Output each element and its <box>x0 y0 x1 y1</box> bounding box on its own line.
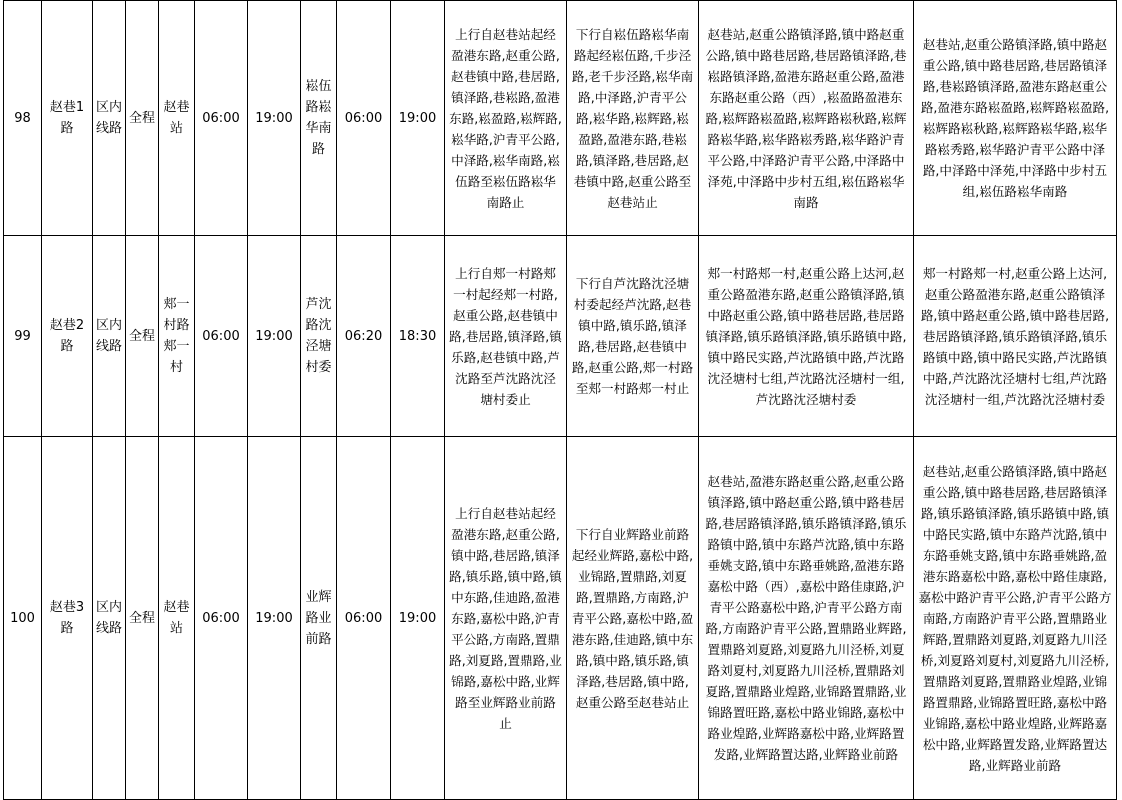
down-stops-list: 赵巷站,赵重公路镇泽路,镇中路赵重公路,镇中路巷居路,巷居路镇泽路,镇乐路镇泽路,镇乐路镇中路,镇中路民实路,镇中东路芦沈路,镇中东路垂姚支路,镇中东路垂姚路,盈港东路嘉松中路,嘉松中路佳康路,嘉松中路沪青平公路,沪青平公路方南路,方南路沪青平公路,置鼎路业辉路,置鼎路刘夏路,刘夏路九川泾桥,刘夏路刘夏村,刘夏路九川泾桥,置鼎路刘夏路,置鼎路业煌路,业锦路置鼎路,业锦路置旺路,嘉松中路业锦路,嘉松中路业煌路,业辉路嘉松中路,业辉路置发路,业辉路置达路,业辉路业前路 <box>914 437 1117 800</box>
table-row <box>4 1 1117 236</box>
route-type: 区内线路 <box>93 236 126 437</box>
route-number: 100 <box>4 437 42 800</box>
route-range: 全程 <box>126 437 159 800</box>
route-range: 全程 <box>126 1 159 236</box>
down-route-description: 下行自芦沈路沈泾塘村委起经芦沈路,赵巷镇中路,镇乐路,镇泽路,巷居路,赵巷镇中路,赵重公路,郏一村路至郏一村路郏一村止 <box>567 236 699 437</box>
up-route-description: 上行自赵巷站起经盈港东路,赵重公路,镇中路,巷居路,镇泽路,镇乐路,镇中路,镇中东路,佳迪路,盈港东路,嘉松中路,沪青平公路,方南路,置鼎路,刘夏路,置鼎路,业锦路,嘉松中路,业辉路至业辉路业前路止 <box>445 437 567 800</box>
route-name: 赵巷2路 <box>42 236 93 437</box>
end-first-bus: 06:20 <box>337 236 391 437</box>
end-last-bus: 19:00 <box>391 437 445 800</box>
down-stops-list: 赵巷站,赵重公路镇泽路,镇中路赵重公路,镇中路巷居路,巷居路镇泽路,巷崧路镇泽路,盈港东路赵重公路,盈港东路崧盈路,崧辉路崧盈路,崧辉路崧秋路,崧辉路崧华路,崧华路崧秀路,崧华路沪青平公路中泽路,中泽路中泽苑,中泽路中步村五组,崧伍路崧华南路 <box>914 1 1117 236</box>
table-row <box>4 236 1117 437</box>
table-row <box>4 437 1117 800</box>
start-last-bus: 19:00 <box>248 236 301 437</box>
bus-route-table <box>3 0 1117 800</box>
start-stop: 赵巷站 <box>159 1 195 236</box>
route-name: 赵巷1路 <box>42 1 93 236</box>
end-first-bus: 06:00 <box>337 1 391 236</box>
start-first-bus: 06:00 <box>195 236 248 437</box>
end-stop: 业辉路业前路 <box>301 437 337 800</box>
down-route-description: 下行自崧伍路崧华南路起经崧伍路,千步泾路,老千步泾路,崧华南路,中泽路,沪青平公路,崧华路,崧辉路,崧盈路,盈港东路,巷崧路,镇泽路,巷居路,赵巷镇中路,赵重公路至赵巷站止 <box>567 1 699 236</box>
end-stop: 崧伍路崧华南路 <box>301 1 337 236</box>
route-type: 区内线路 <box>93 1 126 236</box>
route-number: 99 <box>4 236 42 437</box>
route-range: 全程 <box>126 236 159 437</box>
route-number: 98 <box>4 1 42 236</box>
route-type: 区内线路 <box>93 437 126 800</box>
up-route-description: 上行自郏一村路郏一村起经郏一村路,赵重公路,赵巷镇中路,巷居路,镇泽路,镇乐路,赵巷镇中路,芦沈路至芦沈路沈泾塘村委止 <box>445 236 567 437</box>
end-last-bus: 18:30 <box>391 236 445 437</box>
up-stops-list: 郏一村路郏一村,赵重公路上达河,赵重公路盈港东路,赵重公路镇泽路,镇中路赵重公路,镇中路巷居路,巷居路镇泽路,镇乐路镇泽路,镇乐路镇中路,镇中路民实路,芦沈路镇中路,芦沈路沈泾塘村七组,芦沈路沈泾塘村一组,芦沈路沈泾塘村委 <box>699 236 914 437</box>
down-stops-list: 郏一村路郏一村,赵重公路上达河,赵重公路盈港东路,赵重公路镇泽路,镇中路赵重公路,镇中路巷居路,巷居路镇泽路,镇乐路镇泽路,镇乐路镇中路,镇中路民实路,芦沈路镇中路,芦沈路沈泾塘村七组,芦沈路沈泾塘村一组,芦沈路沈泾塘村委 <box>914 236 1117 437</box>
down-route-description: 下行自业辉路业前路起经业辉路,嘉松中路,业锦路,置鼎路,刘夏路,置鼎路,方南路,沪青平公路,嘉松中路,盈港东路,佳迪路,镇中东路,镇中路,镇乐路,镇泽路,巷居路,镇中路,赵重公路至赵巷站止 <box>567 437 699 800</box>
end-first-bus: 06:00 <box>337 437 391 800</box>
end-last-bus: 19:00 <box>391 1 445 236</box>
start-stop: 赵巷站 <box>159 437 195 800</box>
start-last-bus: 19:00 <box>248 437 301 800</box>
start-stop: 郏一村路郏一村 <box>159 236 195 437</box>
end-stop: 芦沈路沈泾塘村委 <box>301 236 337 437</box>
route-name: 赵巷3路 <box>42 437 93 800</box>
up-route-description: 上行自赵巷站起经盈港东路,赵重公路,赵巷镇中路,巷居路,镇泽路,巷崧路,盈港东路,崧盈路,崧辉路,崧华路,沪青平公路,中泽路,崧华南路,崧伍路至崧伍路崧华南路止 <box>445 1 567 236</box>
up-stops-list: 赵巷站,盈港东路赵重公路,赵重公路镇泽路,镇中路赵重公路,镇中路巷居路,巷居路镇泽路,镇乐路镇泽路,镇乐路镇中路,镇中东路芦沈路,镇中东路垂姚支路,镇中东路垂姚路,盈港东路嘉松中路（西）,嘉松中路佳康路,沪青平公路嘉松中路,沪青平公路方南路,方南路沪青平公路,置鼎路业辉路,置鼎路刘夏路,刘夏路九川泾桥,刘夏路刘夏村,刘夏路九川泾桥,置鼎路刘夏路,置鼎路业煌路,业锦路置鼎路,业锦路置旺路,嘉松中路业锦路,嘉松中路业煌路,业辉路嘉松中路,业辉路置发路,业辉路置达路,业辉路业前路 <box>699 437 914 800</box>
up-stops-list: 赵巷站,赵重公路镇泽路,镇中路赵重公路,镇中路巷居路,巷居路镇泽路,巷崧路镇泽路,盈港东路赵重公路,盈港东路赵重公路（西）,崧盈路盈港东路,崧辉路崧盈路,崧辉路崧秋路,崧辉路崧华路,崧华路崧秀路,崧华路沪青平公路,中泽路沪青平公路,中泽路中泽苑,中泽路中步村五组,崧伍路崧华南路 <box>699 1 914 236</box>
start-first-bus: 06:00 <box>195 1 248 236</box>
start-first-bus: 06:00 <box>195 437 248 800</box>
start-last-bus: 19:00 <box>248 1 301 236</box>
